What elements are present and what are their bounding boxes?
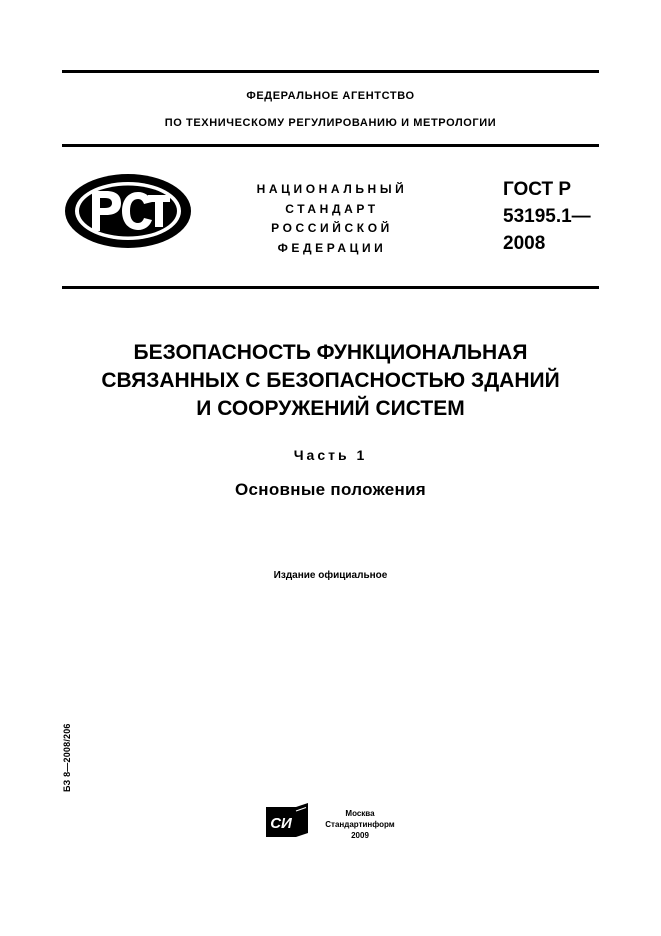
rst-mark-icon: [64, 173, 192, 249]
standard-type-line-1: НАЦИОНАЛЬНЫЙ: [256, 182, 408, 196]
edition-note: Издание официальное: [273, 570, 388, 581]
designation-line-2: 53195.1—: [503, 206, 591, 227]
publisher-info: [310, 808, 410, 841]
designation-line-1: ГОСТ Р: [503, 179, 572, 200]
title-line-2: СВЯЗАННЫХ С БЕЗОПАСНОСТЬЮ ЗДАНИЙ: [101, 369, 560, 392]
designation-line-3: 2008: [503, 233, 546, 254]
agency-line-1: ФЕДЕРАЛЬНОЕ АГЕНТСТВО: [246, 90, 415, 102]
publisher-year: 2009: [351, 831, 369, 840]
publisher-name: Стандартинформ: [325, 820, 395, 829]
part-number: Часть 1: [293, 447, 368, 463]
document-title: [62, 339, 599, 423]
side-note: БЗ 8—2008/206: [62, 723, 72, 792]
title-line-1: БЕЗОПАСНОСТЬ ФУНКЦИОНАЛЬНАЯ: [133, 341, 528, 364]
standard-type: [232, 180, 432, 258]
agency-line-2: ПО ТЕХНИЧЕСКОМУ РЕГУЛИРОВАНИЮ И МЕТРОЛОГИИ: [164, 117, 497, 129]
standard-type-line-3: РОССИЙСКОЙ: [271, 221, 393, 235]
publisher-city: Москва: [345, 809, 375, 818]
document-subtitle: Основные положения: [234, 480, 427, 499]
header-rule: [62, 144, 599, 147]
middle-rule: [62, 286, 599, 289]
publisher-logo-text: СИ: [270, 815, 292, 832]
designation: [503, 176, 591, 257]
publisher-logo-icon: [266, 803, 310, 839]
standard-type-line-4: ФЕДЕРАЦИИ: [277, 240, 387, 255]
standard-type-line-2: СТАНДАРТ: [285, 201, 379, 216]
title-line-3: И СООРУЖЕНИЙ СИСТЕМ: [196, 397, 465, 420]
top-rule: [62, 70, 599, 73]
